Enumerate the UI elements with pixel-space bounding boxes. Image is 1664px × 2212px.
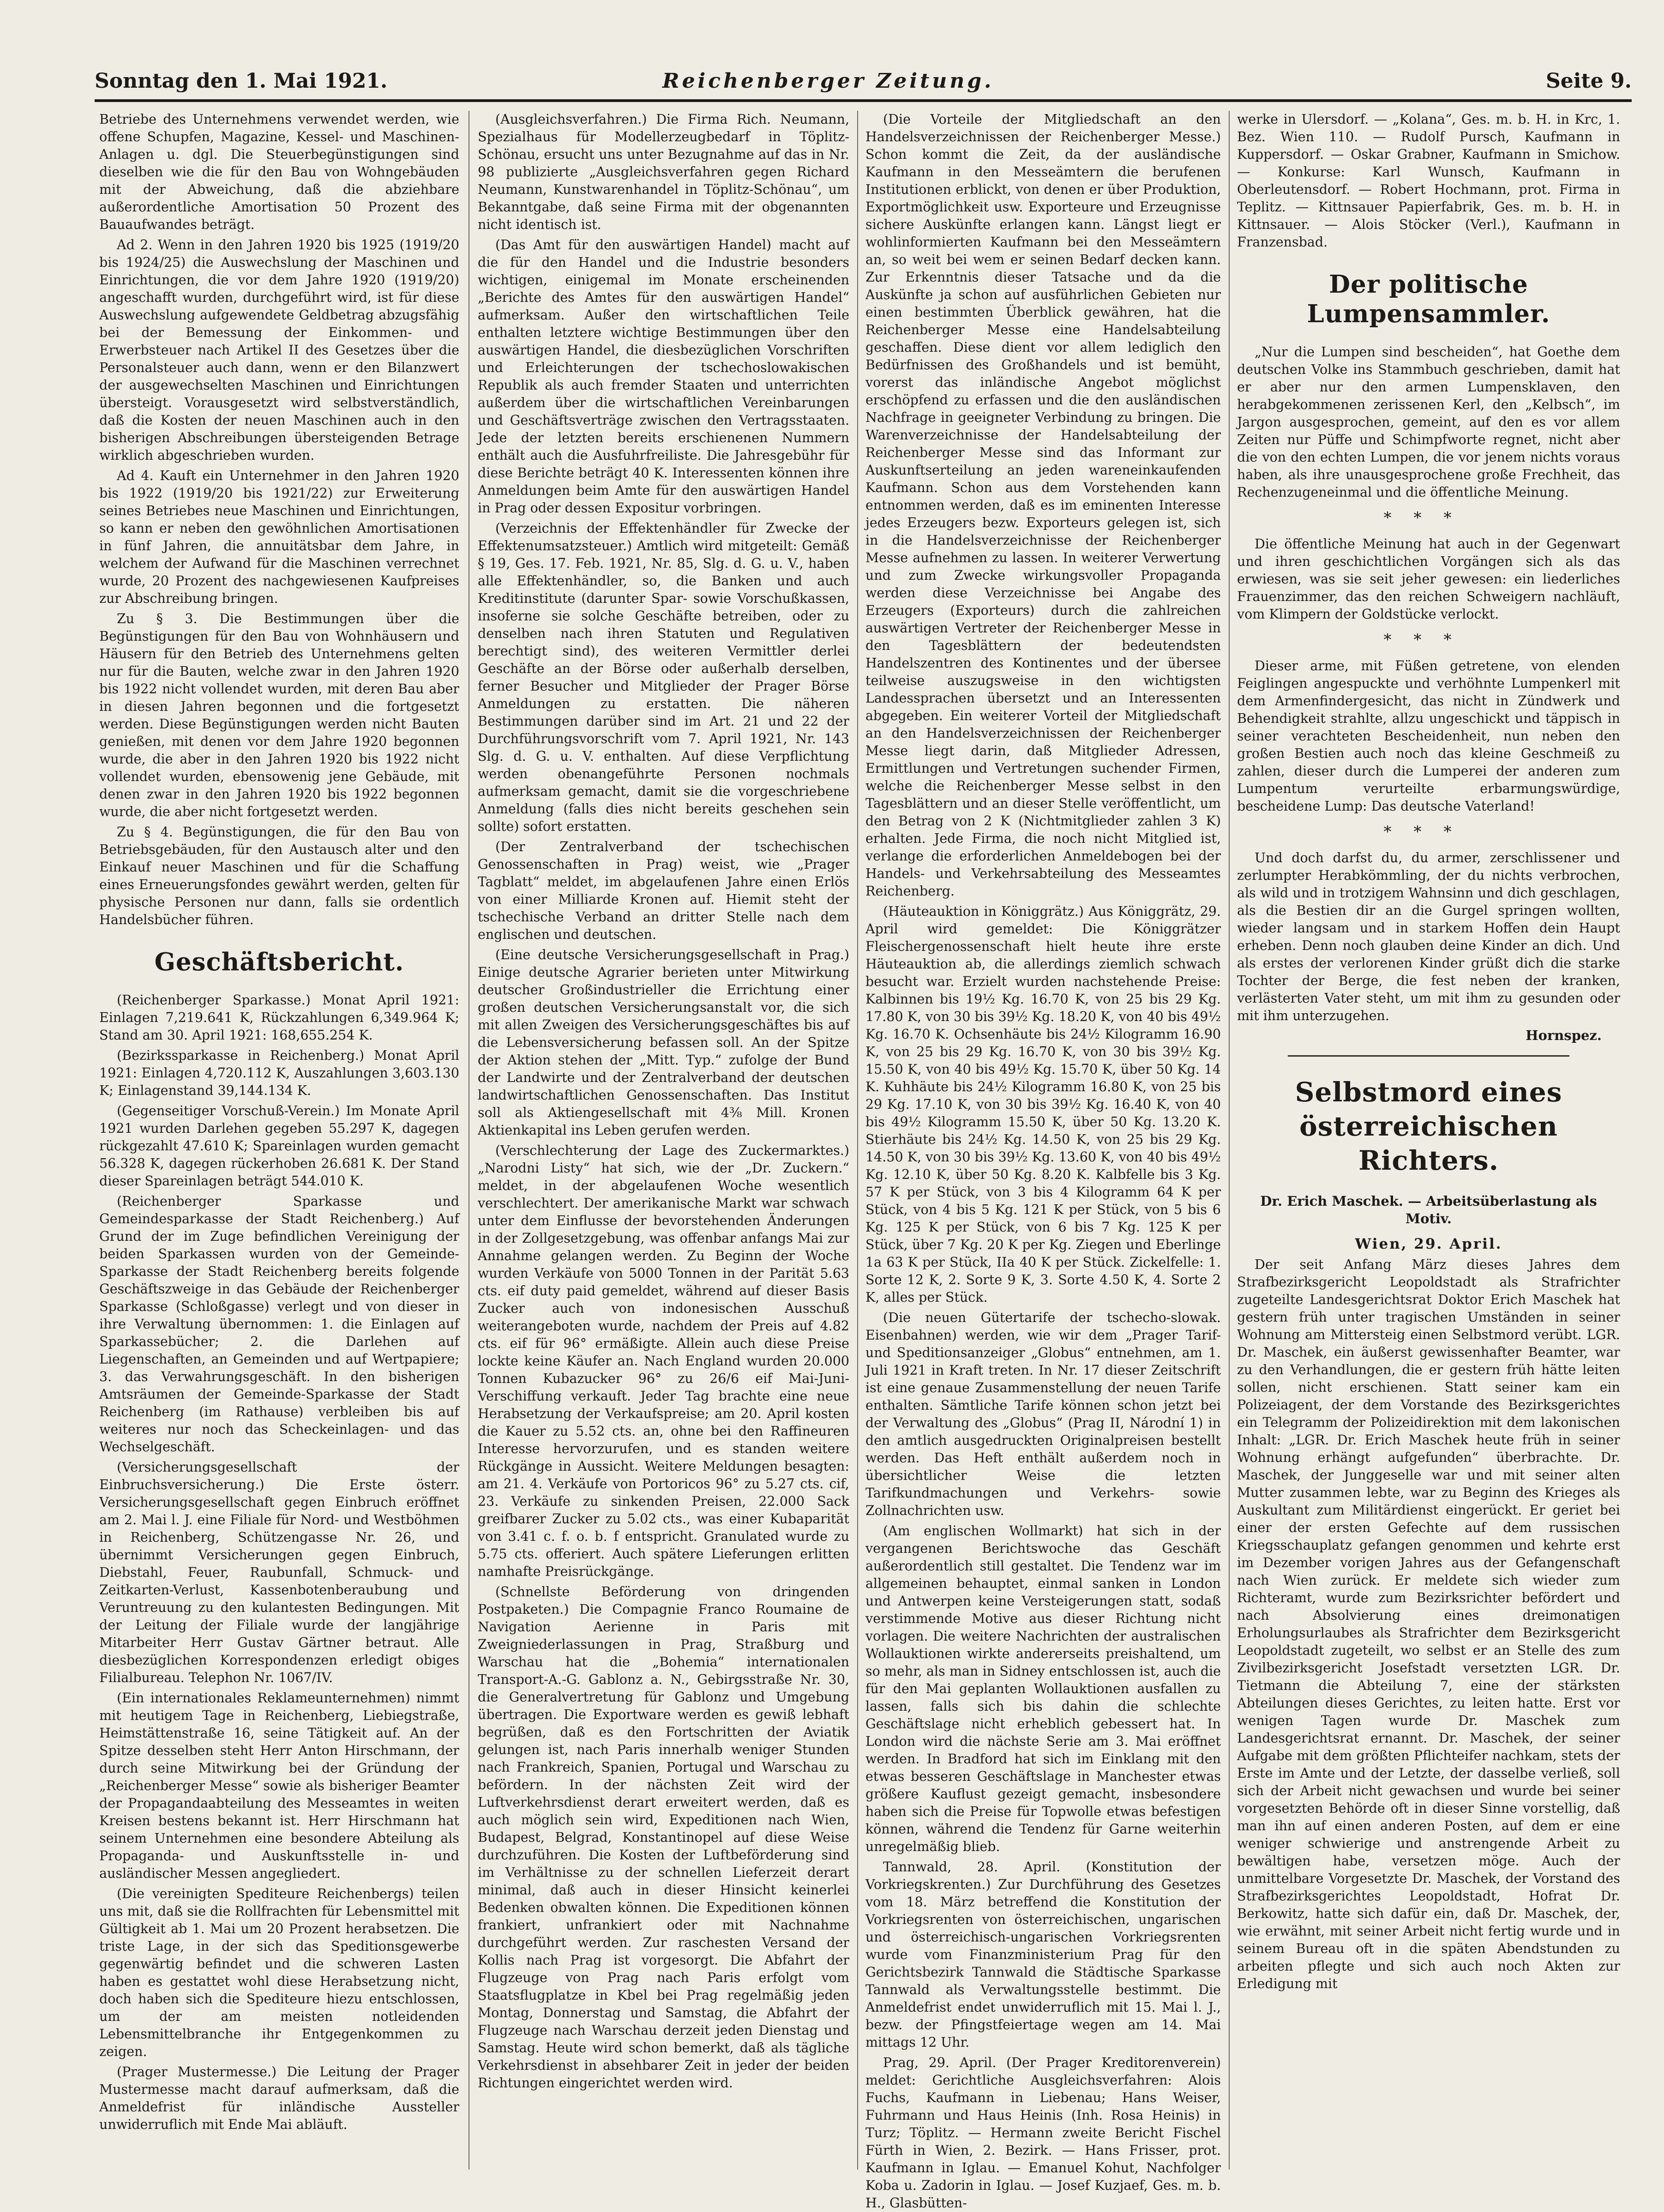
article-paragraph: Ad 2. Wenn in den Jahren 1920 bis 1925 (1919/20 bis 1924/25) die Auswechslung der Maschinen und Einrichtungen, die vor dem Jahre 1920 (1919/20) angeschafft wurden, durchgeführt wird, ist für diese Auswechslung aufgewendete Geldbetrag abzugsfähig bei der Bemessung der Einkommen- und Erwerbsteuer nach Artikel II des Gesetzes über die Personalsteuer auch dann, wenn er den Bilanzwert der ausgewechselten Maschinen und Einrichtungen übersteigt. Vorausgesetzt wird selbstverständlich, daß die Kosten der neuen Maschinen auch in den bisherigen Abschreibungen übersteigenden Betrage wirklich abgeschrieben wurden. — [99, 237, 459, 463]
article-paragraph: Die öffentliche Meinung hat auch in der Gegenwart und ihren geschichtlichen Vorgängen sich als das erwiesen, was sie seit jeher gewesen: ein liederliches Frauenzimmer, das den reichen Schweigern nachläuft, vom Klimpern der Goldstücke verlockt. — [1237, 536, 1620, 622]
report-item: (Ausgleichsverfahren.) Die Firma Rich. Neumann, Spezialhaus für Modellerzeugbedarf in Töplitz-Schönau, ersucht uns unter Bezugnahme auf das in Nr. 98 publizierte „Ausgleichsverfahren gegen Richard Neumann, Kunstwarenhandel in Töplitz-Schönau“, um Bekanntgabe, daß seine Firma mit der obgenannten nicht identisch ist. — [478, 112, 849, 232]
article-paragraph: Und doch darfst du, du armer, zerschlissener und zerlumpter Herabkömmling, der du nichts verbrochen, als wild und in trotzigem Wahnsinn und dich geschlagen, als die Bestien dir an die Gurgel springen wollten, wieder langsam und in starkem Hoffen dein Haupt erheben. Denn noch glauben deine Kinder an dich. Und als erstes der verlorenen Kinder grüßt dich die starke Tochter der Berge, die fest neben der kranken, verlästerten Vater steht, um mit ihm zu gesunden oder mit ihm unterzugehen. — [1237, 850, 1620, 1023]
report-item: (Schnellste Beförderung von dringenden Postpaketen.) Die Compagnie Franco Roumaine de Navigation Aerienne in Paris mit Zweigniederlassungen in Prag, Straßburg und Warschau hat die „Bohemia“ internationalen Transport-A.-G. Gablonz a. N., Gebirgsstraße Nr. 30, die Generalvertretung für Gablonz und Umgebung übertragen. Die Exportware werden es gewiß lebhaft begrüßen, daß es den Fortschritten der Aviatik gelungen ist, nach Paris innerhalb weniger Stunden nach Frankreich, Spanien, Portugal und Warschau zu befördern. In der nächsten Zeit wird der Luftverkehrsdienst derart erweitert werden, daß es auch möglich sein wird, Expeditionen nach Wien, Budapest, Belgrad, Konstantinopel auf diese Weise durchzuführen. Die Kosten der Luftbeförderung sind im Verhältnisse zu der schnellen Lieferzeit derart minimal, daß auch in dieser Hinsicht keinerlei Bedenken obwalten können. Die Expeditionen können frankiert, unfrankiert oder mit Nachnahme durchgeführt werden. Zur raschesten Versand der Kollis nach Prag ist vorgesorgt. Die Abfahrt der Flugzeuge von Prag nach Paris erfolgt vom Staatsflugplatze in Kbel bei Prag regelmäßig jeden Montag, Donnerstag und Samstag, die Abfahrt der Flugzeuge nach Warschau derzeit jeden Dienstag und Samstag. Heute wird schon bemerkt, daß als tägliche Verkehrsdienst in absehbarer Zeit in jeder der beiden Richtungen eingerichtet werden wird. — [478, 1584, 849, 2091]
report-item: (Verzeichnis der Effektenhändler für Zwecke der Effektenumsatzsteuer.) Amtlich wird mitgeteilt: Gemäß § 19, Ges. 17. Feb. 1921, Nr. 85, Slg. d. G. u. V., haben alle Effektenhändler, so, die Banken und auch Kreditinstitute (darunter Spar- sowie Vorschußkassen, insoferne sie solche Geschäfte betreiben, oder zu denselben nach ihren Statuten und Regulativen berechtigt sind), des weiteren Vermittler derlei Geschäfte an der Börse oder außerhalb derselben, ferner Besucher und Mitglieder der Prager Börse Anmeldungen zu erstatten. Die näheren Bestimmungen darüber sind im Art. 21 und 22 der Durchführungsvorschrift vom 7. April 1921, Nr. 143 Slg. d. G. u. V. enthalten. Auf diese Verpflichtung werden obenangeführte Personen nochmals aufmerksam gemacht, damit sie die vorgeschriebene Anmeldung (falls dies nicht bereits geschehen sein sollte) sofort erstatten. — [478, 521, 849, 834]
star-separator: *** — [1383, 823, 1474, 841]
star-separator: *** — [1383, 631, 1474, 649]
report-item: (Das Amt für den auswärtigen Handel) macht auf die für den Handel und die Industrie besonders wichtigen, einigemal im Monate erscheinenden „Berichte des Amtes für den auswärtigen Handel“ aufmerksam. Außer den wirtschaftlichen Teile enthalten letztere wichtige Bestimmungen über den auswärtigen Handel, die diesbezüglichen Vorschriften und Erleichterungen der tschechoslowakischen Republik als auch fremder Staaten und unterrichten außerdem über die wirtschaftlichen Vereinbarungen und Geschäftsverträge zwischen den Vertragsstaaten. Jede der letzten bereits erschienenen Nummern enthält auch die Ausfuhrfreiliste. Die Jahresgebühr für diese Berichte beträgt 40 K. Interessenten können ihre Anmeldungen beim Amte für den auswärtigen Handel in Prag oder dessen Expositur vorbringen. — [478, 237, 849, 516]
article-divider — [1288, 1055, 1569, 1057]
column-1 — [99, 111, 459, 2170]
section-heading: Geschäftsbericht. — [154, 948, 404, 976]
page-header — [95, 69, 1632, 102]
column-2 — [478, 111, 849, 2170]
report-item: (Prager Mustermesse.) Die Leitung der Prager Mustermesse macht darauf aufmerksam, daß die Anmeldefrist für inländische Aussteller unwiderruflich mit Ende Mai abläuft. — [99, 2064, 459, 2132]
article-paragraph: Zu § 4. Begünstigungen, die für den Bau von Betriebsgebäuden, für den Austausch alter und den Einkauf neuer Maschinen und für die Schaffung eines Erneuerungsfondes gewährt werden, gelten für physische Personen nur dann, falls sie ordentlich Handelsbücher führen. — [99, 824, 459, 927]
article-paragraph: „Nur die Lumpen sind bescheiden“, hat Goethe dem deutschen Volke ins Stammbuch geschrieben, damit hat er aber nur den armen Lumpensklaven, den herabgekommenen zerissenen Kerl, den „Kelbsch“, im Jargon ausgesprochen, gemeint, auf den es vor allem Zeiten nur Püffe und Schimpfworte regnet, nicht aber die von den echten Lumpen, die vor jenem nichts voraus haben, als ihre unausgesprochene große Frechheit, das Rechenzugeneinmal und die öffentliche Meinung. — [1237, 344, 1620, 500]
column-divider — [1229, 111, 1230, 2170]
article-paragraph: Der seit Anfang März dieses Jahres dem Strafbezirksgericht Leopoldstadt als Strafrichter zugeteilte Landesgerichtsrat Doktor Erich Maschek hat gestern früh unter tragischen Umständen in seiner Wohnung am Mittersteig einen Selbstmord verübt. LGR. Dr. Maschek, ein äußerst gewissenhafter Beamter, war zu den Verhandlungen, die er gestern früh hätte leiten sollen, nicht erschienen. Statt seiner kam ein Polizeiagent, der dem Vorstande des Bezirksgerichtes ein Telegramm der Polizeidirektion mit dem lakonischen Inhalt: „LGR. Dr. Erich Maschek heute früh in seiner Wohnung erhängt aufgefunden“ überbrachte. Dr. Maschek, der Junggeselle war und mit seiner alten Mutter zusammen lebte, war zu Beginn des Krieges als Auskultant zum Militärdienst eingerückt. Er geriet bei einer der ersten Gefechte auf dem russischen Kriegsschauplatz gefangen genommen und kehrte erst im Dezember vorigen Jahres aus der Gefangenschaft nach Wien zurück. Er meldete sich wieder zum Richteramt, wurde zum Bezirksrichter befördert und nach Absolvierung eines dreimonatigen Erholungsurlaubes als Strafrichter dem Bezirksgericht Leopoldstadt zugeteilt, wo selbst er an Stelle des zum Zivilbezirksgericht Josefstadt versetzten LGR. Dr. Tietmann die Abteilung 7, eine der stärksten Abteilungen dieses Gerichtes, zu leiten hatte. Erst vor wenigen Tagen wurde Dr. Maschek zum Landesgerichtsrat ernannt. Dr. Maschek, der seiner Aufgabe mit dem größten Pflichteifer nachkam, stets der Erste im Amte und der Letzte, der dasselbe verließ, soll sich der Arbeit nicht gewachsen und wurde bei seiner vorgesetzten Behörde oft in dieser Sinne vorstellig, daß man ihn auf einen anderen Posten, auf dem er eine weniger schwierige und anstrengende Arbeit zu bewältigen habe, versetzen möge. Auch der unmittelbare Vorgesetzte Dr. Maschek, der Vorstand des Strafbezirksgerichtes Leopoldstadt, Hofrat Dr. Berkowitz, hatte sich dafür ein, daß Dr. Maschek, der, wie erwähnt, mit seiner Arbeit nicht fertig wurde und in seinem Bureau oft in die späten Abendstunden zu arbeiten pflegte und sich auch noch Akten zur Erledigung mit — [1237, 1257, 1620, 1991]
star-separator: *** — [1383, 509, 1474, 527]
newspaper-title: Reichenberger Zeitung. — [662, 69, 994, 93]
report-item: (Ein internationales Reklameunternehmen) nimmt mit heutigem Tage in Reichenberg, Liebiegstraße, Heimstättenstraße 16, seine Tätigkeit auf. An der Spitze desselben steht Herr Anton Hirschmann, der durch seine Mitwirkung bei der Gründung der „Reichenberger Messe“ sowie als bisheriger Beamter der Propagandaabteilung des Messeamtes in weiten Kreisen bestens bekannt ist. Herr Hirschmann hat seinem Unternehmen eine besondere Abteilung als Propaganda- und Auskunftsstelle in- und ausländischer Messen angegliedert. — [99, 1690, 459, 1881]
report-item: (Die vereinigten Spediteure Reichenbergs) teilen uns mit, daß sie die Rollfrachten für Lebensmittel mit Gültigkeit ab 1. Mai um 20 Prozent herabsetzen. Die triste Lage, in der sich das Speditionsgewerbe gegenwärtig befindet und die schweren Lasten haben es gestattet wohl diese Herabsetzung nicht, doch haben sich die Spediteure hiezu entschlossen, um der am meisten notleidenden Lebensmittelbranche ihr Entgegenkommen zu zeigen. — [99, 1886, 459, 2059]
page-number: Seite 9. — [1545, 69, 1632, 93]
report-item: (Versicherungsgesellschaft der Einbruchsversicherung.) Die Erste österr. Versicherungsgesellschaft gegen Einbruch eröffnet am 2. Mai l. J. eine Filiale für Nord- und Westböhmen in Reichenberg, Schützengasse Nr. 26, und übernimmt Versicherungen gegen Einbruch, Diebstahl, Feuer, Raubunfall, Schmuck- und Zeitkarten-Verlust, Kassenbotenberaubung und Veruntreuung zu den kulantesten Bedingungen. Mit der Leitung der Filiale wurde der langjährige Mitarbeiter Herr Gustav Gärtner betraut. Alle diesbezüglichen Korrespondenzen erledigt obiges Filialbureau. Telephon Nr. 1067/IV. — [99, 1460, 459, 1685]
report-item: werke in Ulersdorf. — „Kolana“, Ges. m. b. H. in Krc, 1. Bez. Wien 110. — Rudolf Pursch, Kaufmann in Kuppersdorf. — Oskar Grabner, Kaufmann in Smichow. — Konkurse: Karl Wunsch, Kaufmann in Oberleutensdorf. — Robert Hochmann, prot. Firma in Teplitz. — Kittnsauer Papierfabrik, Ges. m. b. H. in Kittnsauer. — Alois Stöcker (Verl.), Kaufmann in Franzensbad. — [1237, 112, 1620, 250]
column-4 — [1237, 111, 1620, 2170]
report-item: (Gegenseitiger Vorschuß-Verein.) Im Monate April 1921 wurden Darlehen gegeben 55.297 K, dagegen rückgezahlt 47.610 K; Spareinlagen wurden gemacht 56.328 K, dagegen rückerhoben 26.681 K. Der Stand dieser Spareinlagen beträgt 544.010 K. — [99, 1103, 459, 1189]
report-item: (Verschlechterung der Lage des Zuckermarktes.) „Narodni Listy“ hat sich, wie der „Dr. Zuckern.“ meldet, in der abgelaufenen Woche wesentlich verschlechtert. Der amerikanische Markt war schwach unter dem Einflusse der bevorstehenden Änderungen in der Zollgesetzgebung, was offenbar anfangs Mai zur Annahme gelangen werden. Zu Beginn der Woche wurden Verkäufe von 5000 Tonnen in der Parität 5.63 cts. eif duty paid gemeldet, während auf dieser Basis Zucker auch von indonesischen Ausschuß weiterangeboten wurde, nachdem der Preis auf 4.82 cts. eif für 96° ermäßigte. Allein auch diese Preise lockte keine Käufer an. Nach England wurden 20.000 Tonnen Kubazucker 96° zu 26/6 eif Mai-Juni-Verschiffung verkauft. Jeder Tag brachte eine neue Herabsetzung der Verkaufspreise; am 20. April kosten die Kauer zu 5.52 cts. an, ohne bei den Raffineuren Interesse hervorzurufen, und es standen weitere Rückgänge in Aussicht. Weitere Meldungen besagten: am 21. 4. Verkäufe von Portoricos 96° zu 5.27 cts. cif, 23. Verkäufe zu sinkenden Preisen, 22.000 Sack greifbarer Zucker zu 5.02 cts., was einer Kubaparität von 3.41 c. f. o. b. f entspricht. Granulated wurde zu 5.75 cts. offeriert. Auch spätere Lieferungen erlitten namhafte Preisrückgänge. — [478, 1143, 849, 1579]
report-item: Prag, 29. April. (Der Prager Kreditorenverein) meldet: Gerichtliche Ausgleichsverfahren: Alois Fuchs, Kaufmann in Liebenau; Hans Weiser, Fuhrmann und Haus Heinis (Inh. Rosa Heinis) in Turz; Töplitz. — Hermann zweite Bericht Fischel Fürth in Wien, 2. Bezirk. — Hans Frisser, prot. Kaufmann in Iglau. — Emanuel Kohut, Nachfolger Koba u. Zadorin in Iglau. — Josef Kuzjaef, Ges. m. b. H., Glasbütten- — [865, 2055, 1221, 2211]
article-heading: Der politische Lumpensammler. — [1307, 270, 1550, 328]
header-date: Sonntag den 1. Mai 1921. — [95, 69, 388, 93]
article-subheading: Dr. Erich Maschek. — Arbeitsüberlastung als Motiv. — [1260, 1193, 1597, 1226]
report-item: (Die Vorteile der Mitgliedschaft an den Handelsverzeichnissen der Reichenberger Messe.) Schon kommt die Zeit, da der ausländische Kaufmann in den Messeämtern die berufenen Institutionen erblickt, von denen er über Produktion, Exportmöglichkeit usw. Exporteure und Erzeugnisse sichere Auskünfte erlangen kann. Längst liegt er wohlinformierten Kaufmann bei den Messeämtern an, so weit bei wem er seinen Bedarf decken kann. Zur Erkenntnis dieser Tatsache und da die Auskünfte ja schon auf ausführlichen Gebieten nur einen bestimmten Überblick gewähren, hat die Reichenberger Messe eine Handelsabteilung geschaffen. Diese dient vor allem lediglich den Bedürfnissen des Großhandels und ist bemüht, vorerst das inländische Angebot möglichst erschöpfend zu erfassen und die den ausländischen Nachfrage in geeigneter Verbindung zu bringen. Die Warenverzeichnisse der Handelsabteilung der Reichenberger Messe sind das Informant zur Auskunftserteilung an jeden wareneinkaufenden Kaufmann. Schon aus dem Vorstehenden kann entnommen werden, daß es im eminenten Interesse jedes Erzeugers bezw. Exporteurs gelegen ist, sich in die Handelsverzeichnisse der Reichenberger Messe aufnehmen zu lassen. In weiterer Verwertung und zum Zwecke wirkungsvoller Propaganda werden diese Verzeichnisse bei Angabe des Erzeugers (Exporteurs) durch die zahlreichen auswärtigen Vertreter der Reichenberger Messe in den Tagesblättern der bedeutendsten Handelszentren des Kontinentes und der übersee teilweise auszugsweise in den wichtigsten Landessprachen übersetzt und an Interessenten abgegeben. Ein weiterer Vorteil der Mitgliedschaft an den Handelsverzeichnissen der Reichenberger Messe liegt darin, daß Mitglieder Adressen, Ermittlungen und Vertretungen suchender Firmen, welche die Reichenberger Messe selbst in den Tagesblättern und an dieser Stelle veröffentlicht, um den Betrag von 2 K (Nichtmitglieder zahlen 3 K) erhalten. Jede Firma, die noch nicht Mitglied ist, verlange die erforderlichen Anmeldebogen bei der Handels- und Verkehrsabteilung des Messeamtes Reichenberg. — [865, 112, 1221, 899]
report-item: (Reichenberger Sparkasse.) Monat April 1921: Einlagen 7,219.641 K, Rückzahlungen 6,349.964 K; Stand am 30. April 1921: 168,655.254 K. — [99, 992, 459, 1043]
report-item: Tannwald, 28. April. (Konstitution der Vorkriegskrenten.) Zur Durchführung des Gesetzes vom 18. März betreffend die Konstitution der Vorkriegsrenten von österreichischen, ungarischen und österreichisch-ungarischen Vorkriegsrenten wurde vom Finanzministerium Prag für den Gerichtsbezirk Tannwald die Städtische Sparkasse Tannwald als Verwaltungsstelle bestimmt. Die Anmeldefrist endet unwiderruflich mit 15. Mai l. J., bezw. der Pfingstfeiertage wegen am 14. Mai mittags 12 Uhr. — [865, 1859, 1221, 2050]
report-item: (Reichenberger Sparkasse und Gemeindesparkasse der Stadt Reichenberg.) Auf Grund der im Zuge befindlichen Vereinigung der beiden Sparkassen wurden von der Gemeinde-Sparkasse der Stadt Reichenberg bereits folgende Geschäftszweige in das Gebäude der Reichenberger Sparkasse (Schloßgasse) verlegt und von dieser in ihre Verwaltung übernommen: 1. die Einlagen auf Sparkassebücher; 2. die Darlehen auf Liegenschaften, an Gemeinden und auf Wertpapiere; 3. das Verwahrungsgeschäft. In den bisherigen Amtsräumen der Gemeinde-Sparkasse der Stadt Reichenberg (im Rathause) verbleiben bis auf weiteres nur noch das Scheckeinlagen- und das Wechselgeschäft. — [99, 1194, 459, 1455]
author-signature: Hornspez. — [1526, 1028, 1602, 1043]
article-paragraph: Zu § 3. Die Bestimmungen über die Begünstigungen für den Bau von Wohnhäusern und Häusern für den Betrieb des Unternehmens gelten nur für die Bauten, welche zwar in den Jahren 1920 bis 1922 nicht vollendet wurden, mit deren Bau aber in diesen Jahren begonnen und die fortgesetzt werden. Diese Begünstigungen werden nicht Bauten genießen, mit denen vor dem Jahre 1920 begonnen wurde, die aber in den Jahren 1920 bis 1922 nicht vollendet wurden, ebensowenig jene Gebäude, mit denen zwar in den Jahren 1920 bis 1922 begonnen wurde, die aber nicht fortgesetzt werden. — [99, 611, 459, 819]
article-paragraph: Dieser arme, mit Füßen getretene, von elenden Feiglingen angespuckte und verhöhnte Lumpenkerl mit dem Armenfindergesicht, das nicht in Zündwerk und Behendigkeit strahlte, allzu ungeschickt und täppisch in seiner verachteten Bescheidenheit, nun neben den großen Bestien auch noch das kleine Geschmeiß zu zahlen, dieser durch die Lumperei der anderen zum Lumpentum verurteilte erbarmungswürdige, bescheidene Lump: Das deutsche Vaterland! — [1237, 658, 1620, 814]
article-heading: Selbstmord eines österreichischen Richters. — [1295, 1076, 1562, 1176]
article-paragraph: Ad 4. Kauft ein Unternehmer in den Jahren 1920 bis 1922 (1919/20 bis 1921/22) zur Erweiterung seines Betriebes neue Maschinen und Einrichtungen, so kann er neben den gewöhnlichen Amortisationen in fünf Jahren, die annuitätsbar dem Jahre, in welchem der Aufwand für die Maschinen verrechnet wurde, 20 Prozent des nachgewiesenen Kaufpreises zur Abschreibung bringen. — [99, 468, 459, 606]
report-item: (Häuteauktion in Königgrätz.) Aus Königgrätz, 29. April wird gemeldet: Die Königgrätzer Fleischergenossenschaft hielt heute ihre erste Häuteauktion ab, die allerdings ziemlich schwach besucht war. Erzielt wurden nachstehende Preise: Kalbinnen bis 19½ Kg. 16.70 K, von 25 bis 29 Kg. 17.80 K, von 30 bis 39½ Kg. 18.20 K, von 40 bis 49½ Kg. 16.70 K. Ochsenhäute bis 24½ Kilogramm 16.90 K, von 25 bis 29 Kg. 16.70 K, von 30 bis 39½ Kg. 15.50 K, von 40 bis 49½ Kg. 15.70 K, über 50 Kg. 14 K. Kuhhäute bis 24½ Kilogramm 16.80 K, von 25 bis 29 Kg. 17.10 K, von 30 bis 39½ Kg. 16.40 K, von 40 bis 49½ Kilogramm 15.50 K, über 50 Kg. 13.20 K. Stierhäute bis 24½ Kg. 14.50 K, von 25 bis 29 Kg. 14.50 K, von 30 bis 39½ Kg. 13.60 K, von 40 bis 49½ Kg. 12.10 K, über 50 Kg. 8.20 K. Kalbfelle bis 3 Kg. 57 K per Stück, von 3 bis 4 Kilogramm 64 K per Stück, von 4 bis 5 Kg. 121 K per Stück, von 5 bis 6 Kg. 125 K per Stück, von 6 bis 7 Kg. 125 K per Stück, über 7 Kg. 20 K per Kg. Ziegen und Eberlinge 1a 63 K per Stück, IIa 40 K per Stück. Zickelfelle: 1. Sorte 12 K, 2. Sorte 9 K, 3. Sorte 4.50 K, 4. Sorte 2 K, alles per Stück. — [865, 904, 1221, 1305]
report-item: (Die neuen Gütertarife der tschecho-slowak. Eisenbahnen) werden, wie wir dem „Prager Tarif- und Speditionsanzeiger „Globus“ entnehmen, am 1. Juli 1921 in Kraft treten. In Nr. 17 dieser Zeitschrift ist eine genaue Zusammenstellung der neuen Tarife enthalten. Sämtliche Tarife können schon jetzt bei der Verwaltung des „Globus“ (Prag II, Národní 1) in den amtlich ausgedruckten Originalpreisen bestellt werden. Das Heft enthält außerdem noch in übersichtlicher Weise die letzten Tarifkundmachungen und Verkehrs- sowie Zollnachrichten usw. — [865, 1310, 1221, 1518]
report-item: (Eine deutsche Versicherungsgesellschaft in Prag.) Einige deutsche Agrarier berieten unter Mitwirkung deutscher Großindustrieller die Errichtung einer großen deutschen Versicherungsanstalt vor, die sich mit allen Zweigen des Versicherungsgeschäftes bis auf die Lebensversicherung befassen soll. An der Spitze der Aktion stehen der „Mitt. Typ.“ zufolge der Bund der Landwirte und der Zentralverband der deutschen landwirtschaftlichen Genossenschaften. Das Institut soll als Aktiengesellschaft mit 4⅜ Mill. Kronen Aktienkapital ins Leben gerufen werden. — [478, 947, 849, 1138]
column-divider — [857, 111, 858, 2170]
header-rule — [95, 99, 1632, 102]
column-3 — [865, 111, 1221, 2211]
report-item: (Am englischen Wollmarkt) hat sich in der vergangenen Berichtswoche das Geschäft außerordentlich still gestaltet. Die Tendenz war im allgemeinen behauptet, einmal sanken in London und Antwerpen keine Versteigerungen statt, sodaß verstimmende Motive aus dieser Richtung nicht vorlagen. Die weitere Nachrichten der australischen Wollauktionen wirkte andererseits preishaltend, um so mehr, als man in Sidney entschlossen ist, auch die für den Mai geplanten Wollauktionen ausfallen zu lassen, falls sich bis dahin die schlechte Geschäftslage nicht erheblich gebessert hat. In London wird die nächste Serie am 3. Mai eröffnet werden. In Bradford hat sich im Einklang mit den etwas besseren Geschäftslage in Manchester etwas größere Kauflust gezeigt gemacht, insbesondere haben sich die Preise für Topwolle etwas befestigen können, während die Tendenz für Garne weiterhin unregelmäßig blieb. — [865, 1523, 1221, 1854]
article-paragraph: Betriebe des Unternehmens verwendet werden, wie offene Schupfen, Magazine, Kessel- und Maschinen-Anlagen u. dgl. Die Steuerbegünstigungen sind dieselben wie die für den Bau von Wohngebäuden mit der Abweichung, daß die abziehbare außerordentliche Amortisation 50 Prozent des Bauaufwandes beträgt. — [99, 112, 459, 232]
report-item: (Bezirkssparkasse in Reichenberg.) Monat April 1921: Einlagen 4,720.112 K, Auszahlungen 3,603.130 K; Einlagenstand 39,144.134 K. — [99, 1048, 459, 1098]
dateline: Wien, 29. April. — [1355, 1236, 1502, 1252]
report-item: (Der Zentralverband der tschechischen Genossenschaften in Prag) weist, wie „Prager Tagblatt“ meldet, im abgelaufenen Jahre einen Erlös von einer Milliarde Kronen auf. Hiemit steht der tschechische Verband an dritter Stelle nach dem englischen und deutschen. — [478, 839, 849, 942]
